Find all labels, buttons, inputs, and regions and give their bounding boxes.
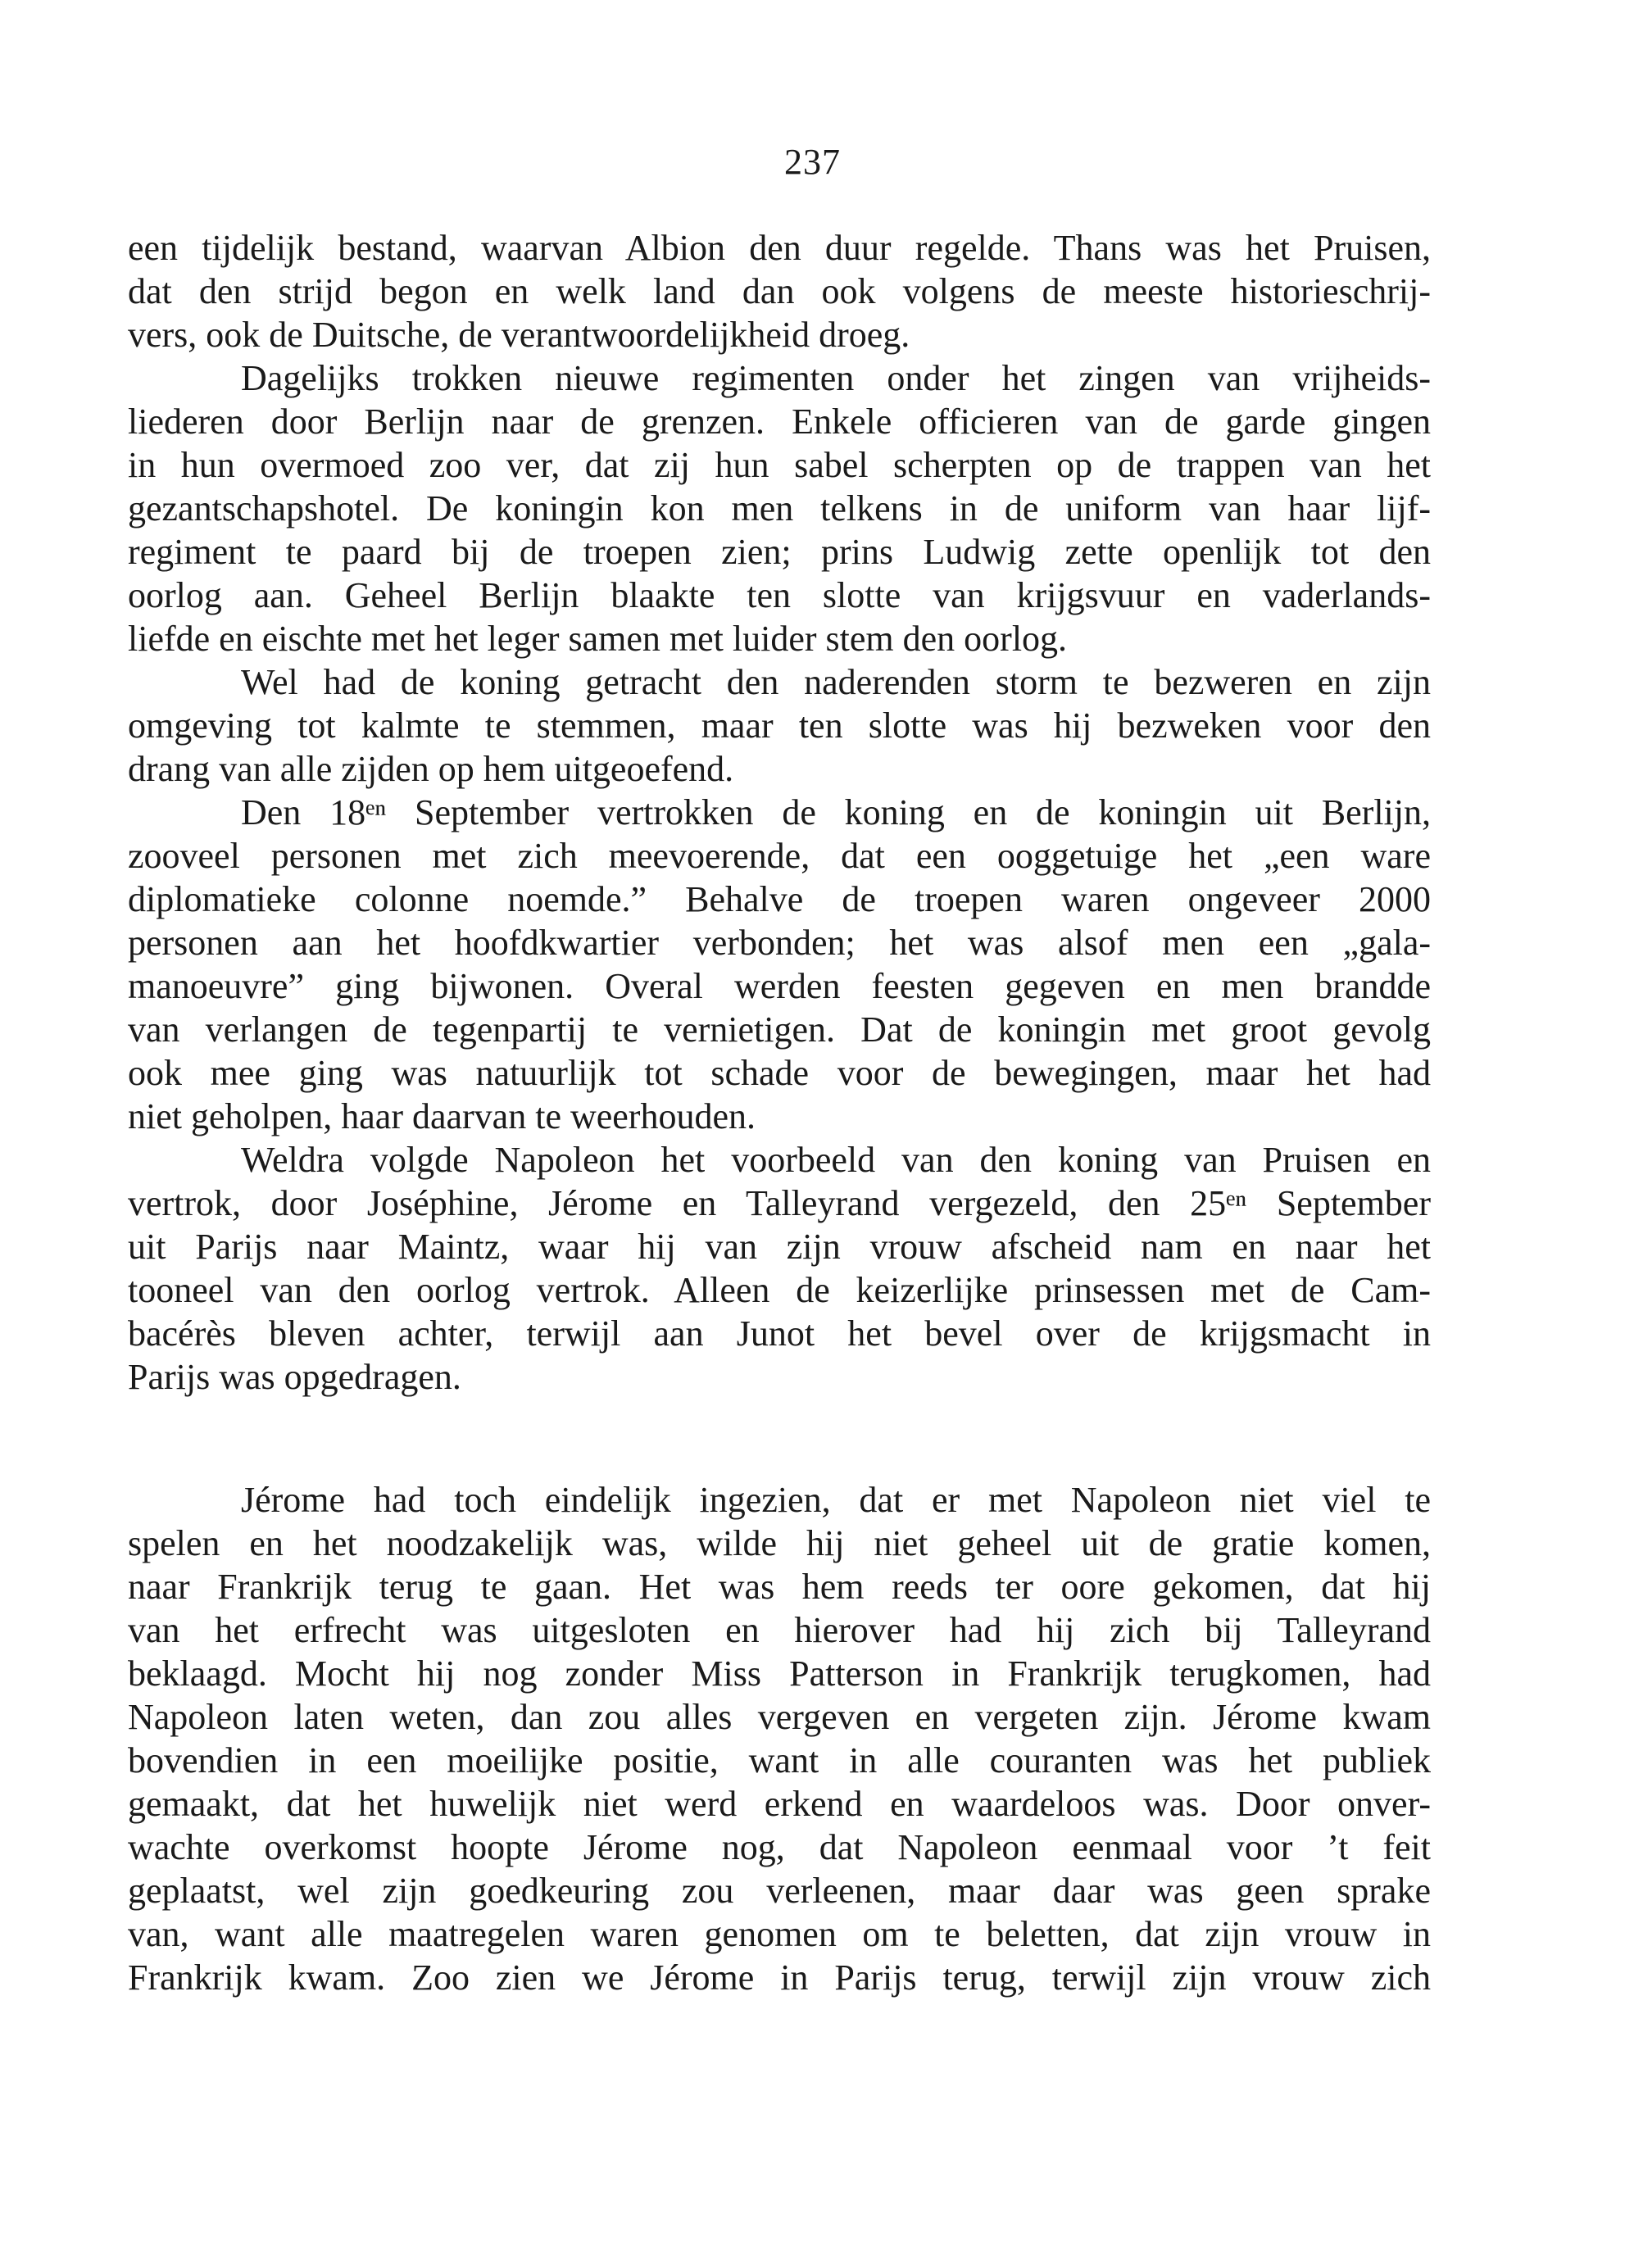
- text-line: naar Frankrijk terug te gaan. Het was hem reeds ter oore gekomen, dat hij: [128, 1567, 1431, 1607]
- text-line: diplomatieke colonne noemde.” Behalve de troepen waren ongeveer 2000: [128, 879, 1431, 919]
- text-line: geplaatst, wel zijn goedkeuring zou verleenen, maar daar was geen sprake: [128, 1871, 1431, 1911]
- text-line: zooveel personen met zich meevoerende, dat een ooggetuige het „een ware: [128, 836, 1431, 876]
- text-line: drang van alle zijden op hem uitgeoefend.: [128, 749, 734, 789]
- page-number: 237: [784, 142, 841, 182]
- text-line: vertrok, door Joséphine, Jérome en Talleyrand vergezeld, den 25ᵉⁿ September: [128, 1183, 1431, 1223]
- text-line: Den 18ᵉⁿ September vertrokken de koning en de koningin uit Berlijn,: [241, 792, 1431, 832]
- text-line: een tijdelijk bestand, waarvan Albion den duur regelde. Thans was het Pruisen,: [128, 228, 1431, 268]
- text-line: liederen door Berlijn naar de grenzen. Enkele officieren van de garde gingen: [128, 401, 1431, 442]
- text-line: wachte overkomst hoopte Jérome nog, dat Napoleon eenmaal voor ’t feit: [128, 1827, 1431, 1867]
- text-line: van verlangen de tegenpartij te vernietigen. Dat de koningin met groot gevolg: [128, 1009, 1431, 1050]
- text-line: dat den strijd begon en welk land dan ook volgens de meeste historieschrij-: [128, 271, 1431, 311]
- text-line: bacérès bleven achter, terwijl aan Junot het bevel over de krijgsmacht in: [128, 1313, 1431, 1354]
- text-line: regiment te paard bij de troepen zien; prins Ludwig zette openlijk tot den: [128, 532, 1431, 572]
- text-line: Dagelijks trokken nieuwe regimenten onder het zingen van vrijheids-: [241, 358, 1431, 398]
- text-line: Weldra volgde Napoleon het voorbeeld van den koning van Pruisen en: [241, 1140, 1431, 1180]
- text-section-1: [128, 226, 1431, 1399]
- text-line: omgeving tot kalmte te stemmen, maar ten slotte was hij bezweken voor den: [128, 705, 1431, 746]
- text-line: oorlog aan. Geheel Berlijn blaakte ten slotte van krijgsvuur en vaderlands-: [128, 575, 1431, 615]
- text-line: vers, ook de Duitsche, de verantwoordelijkheid droeg.: [128, 315, 910, 355]
- text-line: uit Parijs naar Maintz, waar hij van zijn vrouw afscheid nam en naar het: [128, 1227, 1431, 1267]
- text-line: Napoleon laten weten, dan zou alles vergeven en vergeten zijn. Jérome kwam: [128, 1697, 1431, 1737]
- text-line: Frankrijk kwam. Zoo zien we Jérome in Parijs terug, terwijl zijn vrouw zich: [128, 1957, 1431, 1998]
- text-line: van het erfrecht was uitgesloten en hierover had hij zich bij Talleyrand: [128, 1610, 1431, 1650]
- text-line: van, want alle maatregelen waren genomen om te beletten, dat zijn vrouw in: [128, 1914, 1431, 1954]
- text-line: niet geholpen, haar daarvan te weerhouden.: [128, 1096, 756, 1136]
- text-line: bovendien in een moeilijke positie, want in alle couranten was het publiek: [128, 1740, 1431, 1780]
- text-line: Jérome had toch eindelijk ingezien, dat er met Napoleon niet viel te: [241, 1480, 1431, 1520]
- text-line: tooneel van den oorlog vertrok. Alleen de keizerlijke prinsessen met de Cam-: [128, 1270, 1431, 1310]
- text-line: liefde en eischte met het leger samen met luider stem den oorlog.: [128, 619, 1068, 659]
- text-line: manoeuvre” ging bijwonen. Overal werden feesten gegeven en men brandde: [128, 966, 1431, 1006]
- text-line: in hun overmoed zoo ver, dat zij hun sabel scherpten op de trappen van het: [128, 445, 1431, 485]
- text-line: ook mee ging was natuurlijk tot schade voor de bewegingen, maar het had: [128, 1053, 1431, 1093]
- text-line: spelen en het noodzakelijk was, wilde hij niet geheel uit de gratie komen,: [128, 1523, 1431, 1563]
- text-line: Wel had de koning getracht den naderenden storm te bezweren en zijn: [241, 662, 1431, 702]
- text-line: gemaakt, dat het huwelijk niet werd erkend en waardeloos was. Door onver-: [128, 1784, 1431, 1824]
- text-section-2: [128, 1478, 1431, 1999]
- text-line: beklaagd. Mocht hij nog zonder Miss Patterson in Frankrijk terugkomen, had: [128, 1653, 1431, 1694]
- text-line: gezantschapshotel. De koningin kon men telkens in de uniform van haar lijf-: [128, 488, 1431, 528]
- text-line: personen aan het hoofdkwartier verbonden; het was alsof men een „gala-: [128, 923, 1431, 963]
- text-line: Parijs was opgedragen.: [128, 1357, 461, 1397]
